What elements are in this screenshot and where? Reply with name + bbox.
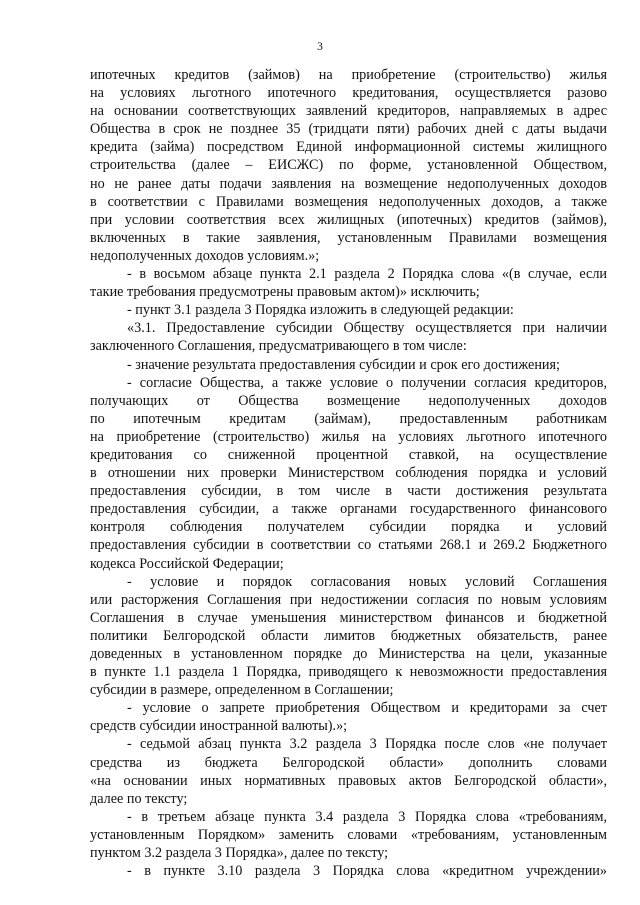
text-line: строительства (далее – ЕИСЖС) по форме, установленной Обществом, (90, 157, 607, 174)
text-line: кодекса Российской Федерации; (90, 555, 284, 572)
text-line: доведенных в установленном порядке до Министерства на цели, указанные (90, 646, 607, 662)
text-line: Общества в срок не позднее 35 (тридцати пяти) рабочих дней с даты выдачи (90, 121, 607, 138)
text-line: в соответствии с Правилами возмещения недополученных доходов, а также (90, 193, 607, 210)
text-line: - в пункте 3.10 раздела 3 Порядка слова «кредитном учреждении» (127, 863, 607, 880)
text-line: политики Белгородской области лимитов бюджетных обязательств, ранее (90, 627, 607, 644)
text-line: ипотечных кредитов (займов) на приобретение (строительство) жилья (90, 67, 607, 83)
text-line: «3.1. Предоставление субсидии Обществу осуществляется при наличии (127, 320, 607, 337)
text-line: средства из бюджета Белгородской области» дополнить словами (90, 754, 607, 771)
text-line: включенных в такие заявления, установленным Правилами возмещения (90, 229, 607, 246)
text-line: установленным Порядком» заменить словами «требованиям, установленным (90, 826, 607, 843)
text-line: предоставления субсидии в соответствии со статьями 268.1 и 269.2 Бюджетного (90, 537, 607, 554)
text-line: - седьмой абзац пункта 3.2 раздела 3 Порядка после слов «не получает (127, 736, 607, 753)
text-line: в пункте 1.1 раздела 1 Порядка, приводящего к невозможности предоставления (90, 664, 607, 681)
text-line: пунктом 3.2 раздела 3 Порядка», далее по тексту; (90, 845, 389, 862)
text-line: но не ранее даты подачи заявления на возмещение недополученных доходов (90, 175, 607, 192)
page-number: 3 (317, 41, 323, 53)
text-line: - согласие Общества, а также условие о получении согласия кредиторов, (127, 374, 607, 391)
text-line: при условии соответствия всех жилищных (ипотечных) кредитов (займов), (90, 211, 607, 228)
document-body (90, 66, 607, 880)
text-line: недополученных доходов условиям.»; (90, 247, 320, 264)
text-line: средств субсидии иностранной валюты).»; (90, 718, 348, 735)
text-line: - пункт 3.1 раздела 3 Порядка изложить в следующей редакции: (127, 302, 514, 319)
text-line: на основании соответствующих заявлений кредиторов, направляемых в адрес (90, 103, 607, 120)
text-line: далее по тексту; (90, 790, 188, 807)
text-line: Соглашения в случае уменьшения министерством финансов и бюджетной (90, 609, 607, 626)
text-line: заключенного Соглашения, предусматривающего в том числе: (90, 338, 467, 355)
text-line: такие требования предусмотрены правовым актом)» исключить; (90, 284, 480, 301)
text-line: по ипотечным кредитам (займам), предоставленным работникам (90, 410, 607, 427)
text-line: - условие и порядок согласования новых условий Соглашения (127, 573, 607, 590)
text-line: предоставления субсидии, а также органами государственного финансового (90, 501, 607, 518)
text-line: на приобретение (строительство) жилья на условиях льготного ипотечного (90, 428, 607, 445)
text-line: предоставления субсидии, в том числе в части достижения результата (90, 483, 607, 500)
text-line: в отношении них проверки Министерством соблюдения порядка и условий (90, 465, 607, 482)
text-line: или расторжения Соглашения при недостижении согласия по новым условиям (90, 591, 607, 608)
text-line: «на основании иных нормативных правовых актов Белгородской области», (90, 772, 607, 789)
text-line: - в восьмом абзаце пункта 2.1 раздела 2 Порядка слова «(в случае, если (127, 266, 607, 283)
text-line: - в третьем абзаце пункта 3.4 раздела 3 Порядка слова «требованиям, (127, 808, 607, 825)
text-line: контроля соблюдения получателем субсидии порядка и условий (90, 519, 607, 536)
text-line: кредитования со сниженной процентной ставкой, на осуществление (90, 446, 607, 463)
text-line: кредита (займа) посредством Единой информационной системы жилищного (90, 139, 607, 156)
text-line: получающих от Общества возмещение недополученных доходов (90, 392, 607, 409)
text-line: - условие о запрете приобретения Обществом и кредиторами за счет (127, 700, 607, 717)
text-line: на условиях льготного ипотечного кредитования, осуществляется разово (90, 85, 607, 102)
text-line: - значение результата предоставления субсидии и срок его достижения; (127, 356, 560, 373)
text-line: субсидии в размере, определенном в Соглашении; (90, 682, 394, 699)
